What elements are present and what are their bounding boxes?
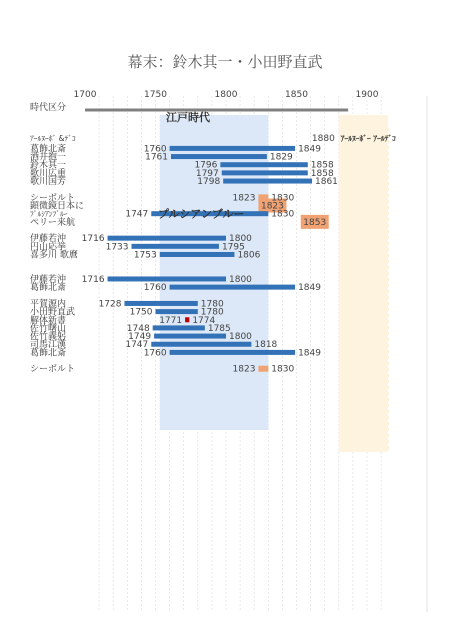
start-value-label: 1753 [133, 250, 157, 261]
row-label: 解体新書 [30, 315, 67, 326]
row-label: 喜多川 歌麿 [30, 250, 78, 261]
end-value-label: 1795 [221, 242, 245, 253]
start-value-label: 1716 [81, 274, 105, 285]
end-value-label: 1830 [271, 209, 295, 220]
end-value-label: 1830 [271, 364, 295, 375]
row-label: 司馬江漢 [30, 340, 67, 351]
end-value-label: 1785 [207, 323, 231, 334]
range-bar [220, 162, 307, 167]
start-value-label: 1728 [98, 299, 122, 310]
range-bar [171, 154, 267, 159]
row-label: 佐竹曙山 [30, 323, 67, 334]
x-axis [30, 90, 379, 124]
end-value-label: 1806 [237, 250, 261, 261]
event-bar [258, 366, 268, 372]
range-bar [132, 244, 219, 249]
end-value-label: 1849 [298, 348, 321, 359]
x-tick-label: 1800 [214, 90, 238, 100]
row-label: ペリー来航 [30, 217, 76, 228]
row-label: 歌川広重 [30, 168, 67, 179]
start-value-label: 1761 [145, 152, 169, 163]
range-bar [170, 146, 295, 151]
start-value-label: 1748 [126, 323, 150, 334]
era-band-deco [339, 115, 388, 452]
row-label: 歌川国芳 [30, 177, 67, 188]
start-value-label: 1796 [194, 160, 218, 171]
era-band-label: ｱｰﾙﾇｰﾎﾞｰ ｱｰﾙﾃﾞｺ [340, 134, 396, 144]
row-label: ｱｰﾙﾇｰﾎﾞ &ﾃﾞｺ [30, 134, 76, 144]
x-tick-label: 1750 [144, 90, 167, 100]
start-value-label: 1760 [143, 144, 167, 155]
event-box-label: 1853 [303, 217, 327, 228]
start-value-label: 1797 [195, 168, 219, 179]
row-label: 平賀源内 [30, 299, 67, 310]
start-value-label: 1750 [129, 307, 153, 318]
start-value-label: 1716 [81, 234, 105, 245]
era-name-edo: 江戸時代 [166, 111, 210, 124]
end-value-label: 1780 [200, 299, 224, 310]
row-label: 葛飾北斎 [30, 348, 67, 359]
row-label: シーボルト [30, 193, 76, 204]
row-label: 鈴木其一 [30, 160, 67, 171]
end-value-label: 1849 [298, 144, 321, 155]
end-value-label: 1774 [192, 315, 216, 326]
range-bar [124, 301, 197, 306]
x-tick-label: 1900 [355, 90, 379, 100]
range-bar [160, 252, 235, 257]
x-tick-label: 1850 [285, 90, 308, 100]
annotation-prussian-blue: プルシアンブルー [158, 207, 245, 221]
row-label: 顕微鏡日本に [30, 201, 85, 212]
end-value-label: 1830 [271, 193, 295, 204]
row-label: シーボルト [30, 364, 76, 375]
start-value-label: 1733 [105, 242, 129, 253]
start-value-label: 1823 [232, 193, 256, 204]
x-tick-label: 1700 [73, 90, 97, 100]
range-bar [151, 342, 251, 347]
row-label: 小田野直武 [30, 307, 76, 318]
row-label: 酒井抱一 [30, 152, 67, 163]
end-value-label: 1861 [315, 177, 338, 188]
start-value-label: 1747 [125, 340, 149, 351]
row-labels [30, 134, 84, 375]
range-bar [185, 317, 189, 322]
start-value-label: 1747 [125, 209, 149, 220]
row-label: 伊藤若沖 [30, 274, 67, 285]
start-value-label: 1760 [143, 348, 167, 359]
start-value-label: 1823 [232, 364, 256, 375]
end-value-label: 1858 [310, 160, 334, 171]
row-label: 葛飾北斎 [30, 283, 67, 294]
end-value-label: 1858 [310, 168, 334, 179]
end-value-label: 1829 [269, 152, 293, 163]
row-label: 伊藤若沖 [30, 234, 67, 245]
era-start-label: 1880 [311, 134, 335, 145]
start-value-label: 1749 [128, 332, 152, 343]
end-value-label: 1818 [254, 340, 278, 351]
range-bar [153, 325, 205, 330]
era-header-label: 時代区分 [30, 103, 67, 113]
end-value-label: 1849 [298, 283, 321, 294]
start-value-label: 1798 [197, 177, 221, 188]
range-bar [108, 276, 226, 281]
start-value-label: 1760 [143, 283, 167, 294]
range-bar [170, 350, 295, 355]
event-box-label: 1823 [260, 201, 284, 212]
end-value-label: 1800 [229, 234, 252, 245]
chart-title: 幕末：鈴木其一・小田野直武 [127, 53, 323, 71]
end-value-label: 1800 [229, 332, 252, 343]
row-label: 葛飾北斎 [30, 144, 67, 155]
row-label: 佐竹義躬 [30, 332, 67, 343]
start-value-label: 1771 [159, 315, 183, 326]
range-bar [108, 236, 226, 241]
end-value-label: 1800 [229, 274, 252, 285]
range-bar [170, 285, 295, 290]
end-value-label: 1780 [200, 307, 224, 318]
range-bar [154, 334, 226, 339]
row-label: 円山応挙 [30, 242, 67, 253]
range-bar [222, 170, 308, 175]
row-label: ﾌﾟﾙｼｱﾝﾌﾞﾙｰ [30, 209, 68, 219]
range-bar [223, 179, 312, 184]
range-bar [156, 309, 198, 314]
